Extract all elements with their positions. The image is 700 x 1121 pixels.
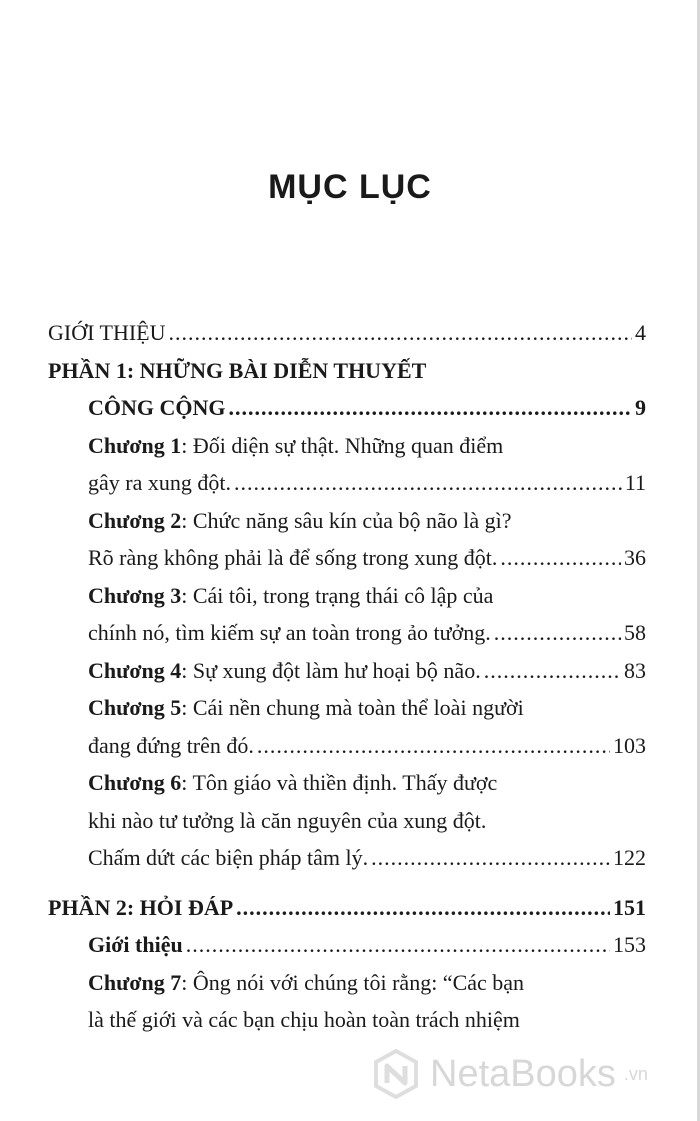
toc-entry-text: CÔNG CỘNG — [88, 395, 226, 420]
toc-page-number: 153 — [613, 932, 646, 957]
chapter-label: Chương 4 — [88, 657, 182, 683]
leader-dots — [229, 395, 633, 421]
watermark — [370, 1046, 648, 1102]
leader-dots — [236, 895, 610, 921]
toc-line — [48, 508, 646, 546]
toc-line — [48, 395, 646, 433]
netabooks-logo-icon — [370, 1048, 422, 1100]
toc-page-number: 9 — [635, 395, 646, 420]
chapter-label: Chương 7 — [88, 969, 182, 995]
toc-line — [48, 695, 646, 733]
toc-line — [48, 808, 646, 846]
toc-entry-text: : Chức năng sâu kín của bộ não là gì? — [181, 507, 512, 533]
toc-line — [48, 1007, 646, 1045]
watermark-suffix: .vn — [623, 1063, 648, 1084]
toc-page-number: 83 — [624, 657, 646, 683]
toc-line — [48, 433, 646, 471]
toc-entry-text: : Sự xung đột làm hư hoại bộ não. — [181, 657, 481, 683]
toc-line — [48, 358, 646, 396]
leader-dots — [500, 545, 621, 571]
leader-dots — [371, 845, 610, 871]
toc-entry-text: : Đối diện sự thật. Những quan điểm — [181, 432, 504, 458]
toc-entry-text: gây ra xung đột. — [88, 470, 231, 495]
toc-page-number: 58 — [624, 620, 646, 645]
toc-line — [48, 845, 646, 883]
leader-dots — [234, 470, 622, 496]
chapter-label: Chương 1 — [88, 432, 182, 458]
toc-entry-text: là thế giới và các bạn chịu hoàn toàn trách nhiệm — [88, 1007, 520, 1032]
chapter-label: Chương 5 — [88, 695, 182, 720]
toc-entry-text: PHẦN 1: NHỮNG BÀI DIỄN THUYẾT — [48, 357, 427, 383]
toc-page-number: 11 — [624, 470, 646, 495]
toc-line — [48, 658, 646, 696]
leader-dots — [186, 932, 610, 958]
toc-entry-text: đang đứng trên đó. — [88, 732, 254, 758]
toc-line — [48, 583, 646, 621]
toc-page-number: 122 — [613, 845, 646, 870]
toc-page-number: 36 — [624, 545, 646, 570]
toc-entry-text: GIỚI THIỆU — [48, 320, 166, 345]
toc-line — [48, 320, 646, 358]
toc-entry-text: : Cái tôi, trong trạng thái cô lập của — [181, 582, 494, 608]
toc-entry-text: : Cái nền chung mà toàn thể loài người — [181, 695, 524, 720]
toc-entry-text: chính nó, tìm kiếm sự an toàn trong ảo tưởng. — [88, 620, 491, 645]
toc-line — [48, 620, 646, 658]
toc-page-number: 103 — [613, 732, 646, 758]
leader-dots — [169, 320, 632, 346]
leader-dots — [484, 658, 621, 684]
toc-page-number: 4 — [635, 320, 646, 345]
toc-entry-text: PHẦN 2: HỎI ĐÁP — [48, 894, 234, 920]
leader-dots — [257, 733, 610, 759]
toc-line — [48, 545, 646, 583]
chapter-label: Chương 2 — [88, 507, 182, 533]
chapter-label: Chương 6 — [88, 770, 182, 795]
toc-entry-text: khi nào tư tưởng là căn nguyên của xung đột. — [88, 807, 487, 833]
toc-entry-text: Chấm dứt các biện pháp tâm lý. — [88, 845, 369, 870]
toc-entry-text: : Ông nói với chúng tôi rằng: “Các bạn — [181, 969, 525, 995]
toc-entry-text: Giới thiệu — [88, 932, 183, 957]
toc-line — [48, 770, 646, 808]
toc-line — [48, 895, 646, 933]
toc-page-number: 151 — [613, 894, 646, 920]
table-of-contents — [48, 320, 646, 1045]
toc-entry-text: Rõ ràng không phải là để sống trong xung đột. — [88, 545, 498, 570]
chapter-label: Chương 3 — [88, 582, 182, 608]
watermark-brand: NetaBooks — [430, 1052, 616, 1095]
toc-entry-text: : Tôn giáo và thiền định. Thấy được — [181, 770, 498, 795]
toc-line — [48, 932, 646, 970]
page-title: MỤC LỤC — [268, 168, 432, 206]
toc-line — [48, 970, 646, 1008]
toc-line — [48, 470, 646, 508]
toc-line — [48, 733, 646, 771]
leader-dots — [494, 620, 621, 646]
